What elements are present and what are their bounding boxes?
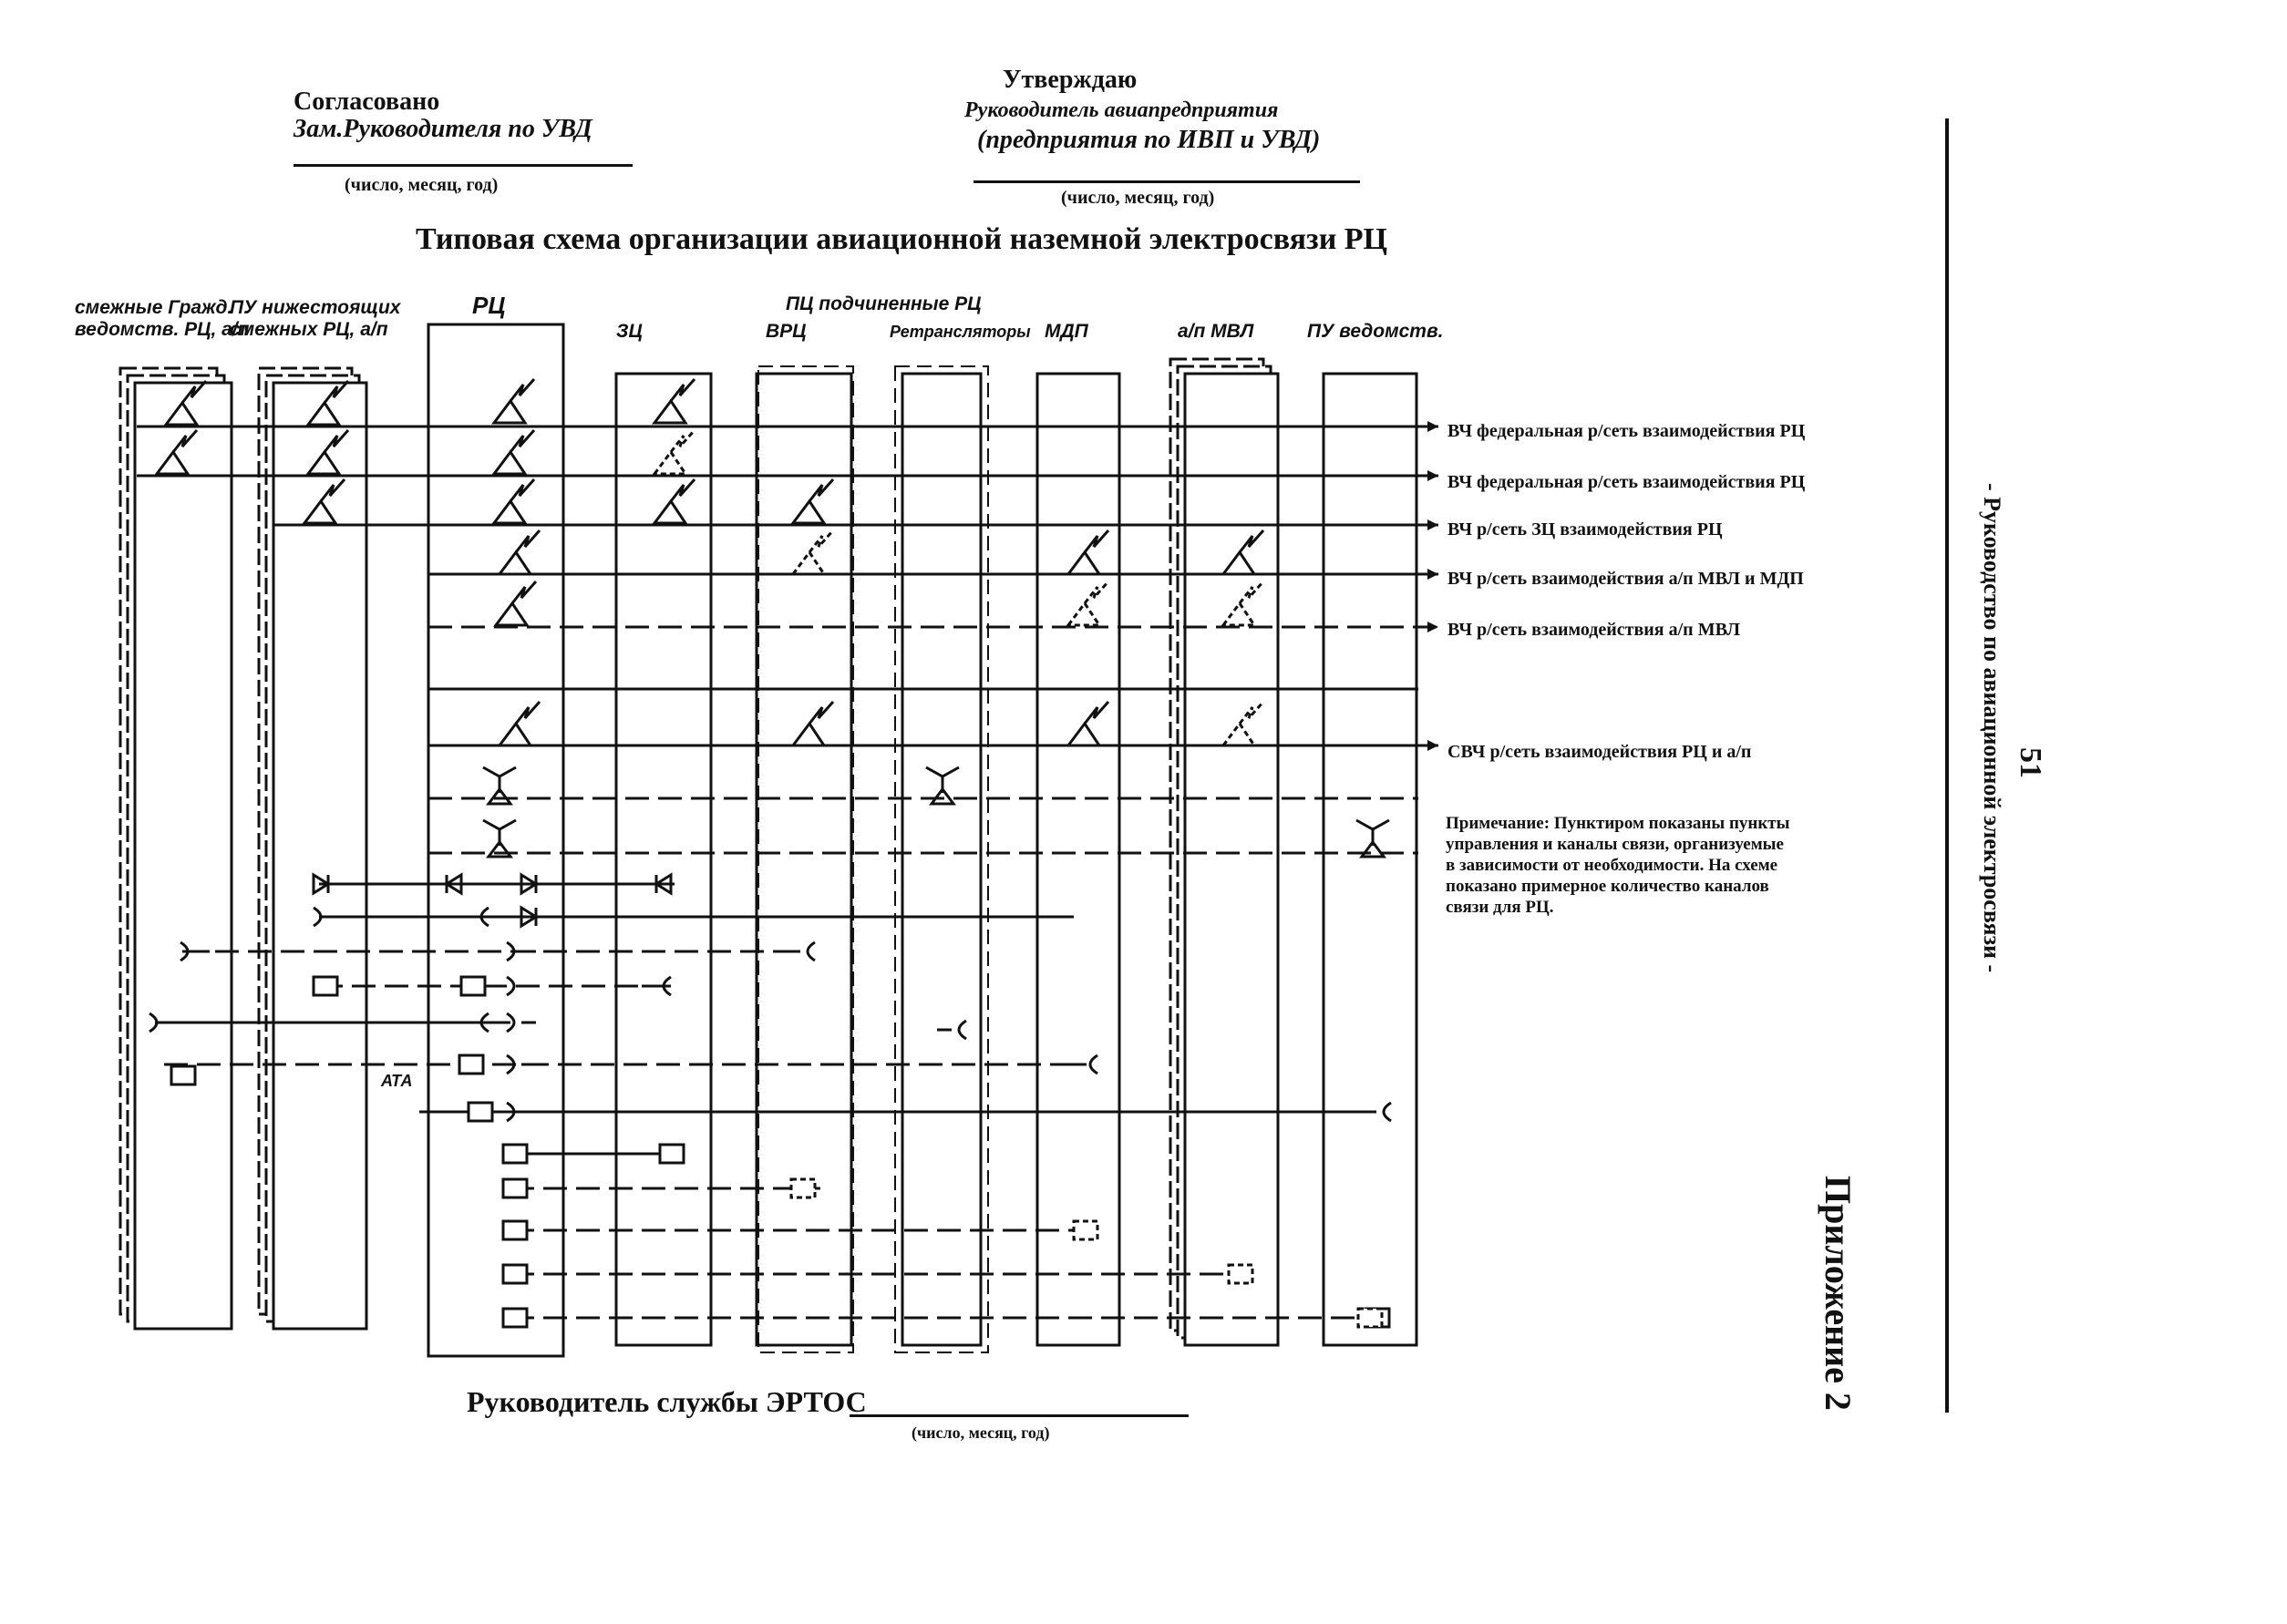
approval-left-title: Согласовано (294, 87, 440, 116)
approval-right-role-line2: (предприятия по ИВП и УВД) (977, 126, 1321, 154)
margin-appendix: Приложение 2 (1818, 1176, 1859, 1411)
note-line-2: управления и каналы связи, организуемые (1446, 835, 1784, 854)
column-header-vrc: ВРЦ (766, 321, 807, 342)
channel-arrow-2 (1427, 470, 1438, 481)
column-mdp (1037, 374, 1119, 1345)
column-vrc (757, 374, 851, 1345)
terminal-8 (503, 1221, 527, 1239)
column-rc (428, 324, 563, 1356)
margin-running-title: - Руководство по авиационной электросвязи - (1979, 483, 2005, 973)
channel-arrow-1 (1427, 421, 1438, 432)
terminal-9 (503, 1265, 527, 1283)
terminal-1 (461, 977, 485, 995)
column-header-subordinate-units-line2: смежных РЦ, а/п (230, 319, 388, 340)
terminal-0 (314, 977, 337, 995)
terminal-10 (503, 1309, 527, 1327)
channel-label-4: ВЧ р/сеть взаимодействия а/п МВЛ и МДП (1447, 569, 1804, 589)
channel-arrow-3 (1427, 519, 1438, 530)
approval-right-role-line1: Руководитель авиапредприятия (964, 98, 1279, 122)
column-adjacent-centers (135, 383, 232, 1329)
column-airport-mvl (1185, 374, 1278, 1345)
terminal-5 (503, 1145, 527, 1163)
column-zc (616, 374, 711, 1345)
terminal-dashed-0 (791, 1179, 815, 1197)
channel-arrow-7 (1427, 740, 1438, 751)
terminal-6 (660, 1145, 684, 1163)
column-repeaters (902, 374, 981, 1345)
terminal-dashed-1 (1074, 1221, 1097, 1239)
approval-left-role: Зам.Руководителя по УВД (294, 115, 592, 143)
channel-label-3: ВЧ р/сеть ЗЦ взаимодействия РЦ (1447, 519, 1723, 540)
column-header-airport-mvl: а/п МВЛ (1178, 321, 1254, 342)
column-header-subordinate-group: ПЦ подчиненные РЦ (786, 293, 982, 314)
column-header-subordinate-units-line1: ПУ нижестоящих (230, 297, 401, 318)
terminal-dashed-2 (1229, 1265, 1252, 1283)
channel-arrow-4 (1427, 569, 1438, 580)
terminal-7 (503, 1179, 527, 1197)
terminal-2 (459, 1055, 483, 1074)
column-header-repeaters: Ретрансляторы (890, 323, 1031, 341)
column-header-mdp: МДП (1045, 321, 1088, 342)
channel-label-6: СВЧ р/сеть взаимодействия РЦ и а/п (1447, 742, 1752, 762)
note-line-5: связи для РЦ. (1446, 898, 1554, 917)
note-line-1: Примечание: Пунктиром показаны пункты (1446, 814, 1790, 833)
column-header-adjacent-centers-line1: смежные Гражд. (75, 297, 233, 318)
diagram-title: Типовая схема организации авиационной наземной электросвязи РЦ (416, 222, 1388, 256)
note-line-3: в зависимости от необходимости. На схеме (1446, 856, 1778, 875)
approval-right-date-caption: (число, месяц, год) (1061, 188, 1215, 208)
terminal-4 (469, 1103, 492, 1121)
margin-page-number: 51 (2014, 747, 2047, 778)
approval-left-date-caption: (число, месяц, год) (345, 175, 499, 195)
channel-arrow-5 (1427, 622, 1438, 632)
channel-label-2: ВЧ федеральная р/сеть взаимодействия РЦ (1447, 472, 1806, 492)
footer-signature-label: Руководитель службы ЭРТОС (467, 1385, 867, 1418)
column-header-rc: РЦ (472, 292, 506, 319)
footer-date-caption: (число, месяц, год) (912, 1424, 1050, 1442)
column-header-zc: ЗЦ (616, 321, 643, 342)
column-departmental (1324, 374, 1416, 1345)
channel-label-5: ВЧ р/сеть взаимодействия а/п МВЛ (1447, 620, 1741, 640)
column-header-departmental: ПУ ведомств. (1307, 321, 1444, 342)
terminal-dashed-3 (1358, 1309, 1382, 1327)
terminal-3 (171, 1066, 195, 1084)
channel-label-1: ВЧ федеральная р/сеть взаимодействия РЦ (1447, 421, 1806, 441)
ata-label: АТА (381, 1072, 413, 1090)
column-header-adjacent-centers-line2: ведомств. РЦ, а/п (75, 319, 250, 340)
approval-right-title: Утверждаю (1003, 66, 1138, 94)
note-line-4: показано примерное количество каналов (1446, 877, 1769, 896)
